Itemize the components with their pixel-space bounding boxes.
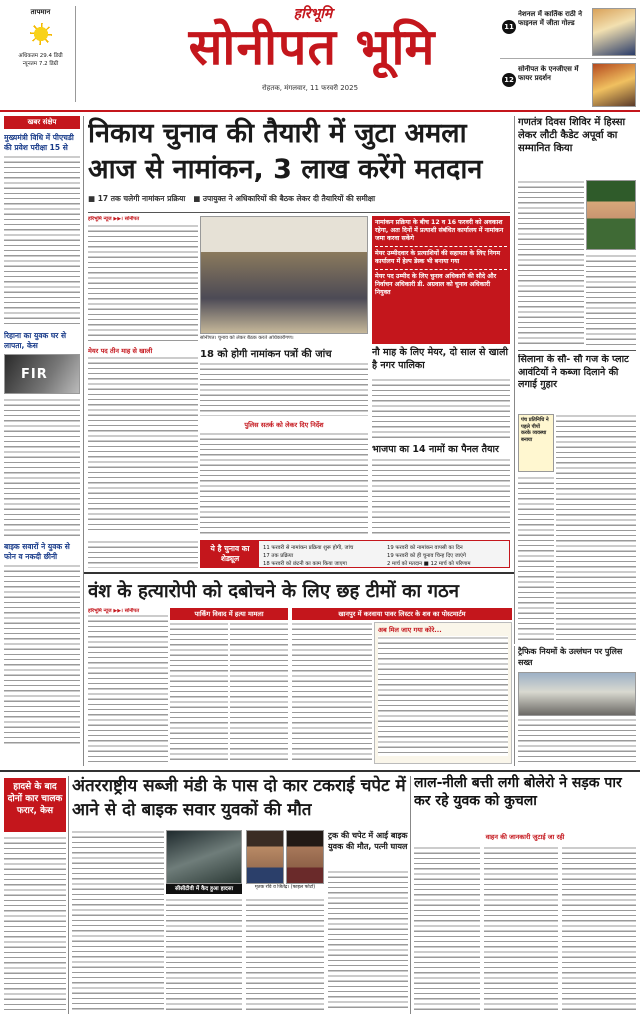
mid-subhead-2: खानपुर में करवाया पावर लिस्टर के शव का पोस्टमार्टम xyxy=(292,608,512,620)
teaser-2-text: सोनीपत के एनजीएस में फायर प्रदर्शन xyxy=(518,65,579,82)
teaser-1[interactable] xyxy=(500,6,636,58)
traffic-photo xyxy=(518,672,636,716)
weather-min: न्यूनतम 7.2 डिग्री xyxy=(22,61,59,67)
teaser-2[interactable] xyxy=(500,58,636,108)
portrait-2 xyxy=(286,830,324,884)
lead-body xyxy=(88,216,198,344)
paper-title: सोनीपत भूमि xyxy=(188,18,436,76)
box-bjp-headline[interactable]: भाजपा का 14 नामों का पैनल तैयार xyxy=(372,444,499,455)
teaser-1-photo xyxy=(592,8,636,56)
bottom-col-1 xyxy=(72,830,164,1012)
bottom-headline-right[interactable]: लाल-नीली बत्ती लगी बोलेरो ने सड़क पार कर रहे युवक को कुचला xyxy=(414,775,622,809)
brand-small: हरिभूमि xyxy=(293,6,333,22)
side-body xyxy=(4,836,66,1012)
mid-col-3 xyxy=(230,622,288,764)
lead-subline xyxy=(88,194,510,208)
sub-story-body xyxy=(328,870,408,1012)
lead-col-3 xyxy=(200,432,368,534)
mid-col-4 xyxy=(292,622,372,764)
lead-info-box xyxy=(372,216,510,344)
info-item-2: मेयर उम्मीदवार के प्रत्याशियों की सहायता के लिए निगम कार्यालय में हेल्प डेस्क भी बनाया गया xyxy=(375,250,507,270)
bottom-col-2 xyxy=(166,898,242,1012)
side-tag: हादसे के बाद दोनों कार चालक फरार, केस xyxy=(4,778,66,832)
schedule-strip xyxy=(200,540,510,568)
lead-col-1b xyxy=(88,540,198,568)
mid-headline[interactable]: वंश के हत्यारोपी को दबोचने के लिए छह टीमों का गठन xyxy=(88,581,460,602)
left-column xyxy=(4,116,80,766)
lead-byline: हरिभूमि न्यूज ▶▶। सोनीपत xyxy=(88,216,140,222)
brief-2-body xyxy=(4,398,80,538)
weather-box xyxy=(6,6,76,102)
briefs-tag: खबर संक्षेप xyxy=(4,116,80,129)
teaser-1-text: नेशनल में कार्तिक राठी ने फाइनल में जीता गोल्ड xyxy=(518,10,583,27)
info-item-3: मेयर पद उम्मीद के लिए चुनाव अधिकारी की सौदे और निर्वाचन अधिकारी डी. अग्रवाल को चुनाव अधिकारी नियुक्त xyxy=(375,273,497,296)
info-item-1: नामांकन प्रक्रिया के बीच 12 व 16 फरवरी को अवकाश रहेगा, अतः दिनों में प्रत्याशी संबंधित कार्यालय में नामांकन जमा करवा सकेंगे xyxy=(375,219,507,247)
lead-sub-2: ■ उपायुक्त ने अधिकारियों की बैठक लेकर दी तैयारियों की समीक्षा xyxy=(193,194,376,203)
fir-label: FIR xyxy=(21,367,48,382)
brief-2-headline[interactable]: रिहाना का युवक घर से लापता, केस xyxy=(4,331,67,350)
lead-headline-1[interactable]: निकाय चुनाव की तैयारी में जुटा अमला xyxy=(88,118,467,149)
lead-photo-caption: सोनीपत। चुनाव को लेकर बैठक करते अधिकारीगण। xyxy=(200,335,294,341)
mid-byline: हरिभूमि न्यूज ▶▶। सोनीपत xyxy=(88,608,140,614)
right-body-2 xyxy=(586,254,636,346)
inset-label: पंच प्रतिनिधि ने पहले पीपों करके व्यवस्था बनाया xyxy=(521,417,549,443)
brief-3-body xyxy=(4,564,80,744)
mid-col-1 xyxy=(88,608,168,764)
lead-headline-2[interactable]: आज से नामांकन, 3 लाख करेंगे मतदान xyxy=(88,154,483,185)
teaser-2-number: 12 xyxy=(502,73,516,87)
schedule-item-2: 17 तक प्रक्रिया xyxy=(263,553,294,559)
cctv-caption: सीसीटीवी में कैद हुआ हादसा xyxy=(166,884,242,894)
schedule-label: ये है चुनाव का शेड्यूल xyxy=(201,541,259,567)
police-head: पुलिस सतर्क को लेकर दिए निर्देश xyxy=(244,421,324,429)
schedule-item-5: 19 फरवरी को ही चुनाव चिन्ह दिए जाएंगे xyxy=(387,553,466,559)
right-head-2[interactable]: सिलाना के सौ- सौ गज के प्लाट आवंटियों ने कब्जा दिलाने की लगाई गुहार xyxy=(518,354,629,390)
lead-photo xyxy=(200,216,368,334)
right-body-3 xyxy=(556,414,636,640)
mayor-seat-head: मेयर पद तीन माह से खाली xyxy=(88,347,153,355)
portrait-caption: मृतक रवि व जितेंद्र। (फाइल फोटो) xyxy=(254,885,316,890)
box-mayor-headline[interactable]: नौ माह के लिए मेयर, दो साल से खाली है नगर पालिका xyxy=(372,347,508,371)
brief-1-headline[interactable]: मुख्यमंत्री विधि में पीएचडी की प्रवेश परीक्षा 15 से xyxy=(4,133,74,152)
sun-icon xyxy=(30,23,52,45)
right-body-1 xyxy=(518,180,584,346)
schedule-item-3: 18 फरवरी को छंटनी का काम किया जाएगा xyxy=(263,561,347,567)
masthead xyxy=(0,0,640,110)
sub-story-headline[interactable]: ट्रक की चपेट में आई बाइक युवक की मौत, पत्नी घायल xyxy=(328,831,408,851)
schedule-item-1: 11 फरवरी से नामांकन प्रक्रिया शुरू होगी, जांच xyxy=(263,545,354,551)
schedule-item-4: 19 फरवरी को नामांकन वापसी का दिन xyxy=(387,545,463,551)
lead-col-1 xyxy=(88,356,198,534)
family-box xyxy=(374,622,512,764)
brief-3-headline[interactable]: बाइक सवारों ने युवक से फोन व नकदी छीनी xyxy=(4,542,70,561)
lead-col-4 xyxy=(372,378,510,440)
bottom-col-3 xyxy=(246,898,324,1012)
bottom-headline-left[interactable]: अंतरराष्ट्रीय सब्जी मंडी के पास दो कार टकराई चपेट में आने से दो बाइक सवार युवकों की मौत xyxy=(72,776,406,820)
traffic-body xyxy=(518,718,636,766)
mid-subhead-1: पार्किंग विवाद में हत्या मामला xyxy=(170,608,288,620)
lead-col-5 xyxy=(372,458,510,534)
right-body-4 xyxy=(518,476,554,640)
portrait-1 xyxy=(246,830,284,884)
schedule-item-6: 2 मार्च को मतदान ■ 12 मार्च को परिणाम xyxy=(387,561,471,567)
box-18-headline[interactable]: 18 को होगी नामांकन पत्रों की जांच xyxy=(200,349,332,360)
lead-sub-1: ■ 17 तक चलेगी नामांकन प्रक्रिया xyxy=(88,194,186,203)
bottom-col-4 xyxy=(414,846,480,1012)
brief-1-body xyxy=(4,155,80,327)
teaser-2-photo xyxy=(592,63,636,107)
weather-label: तापमान xyxy=(30,8,51,16)
fir-image xyxy=(4,354,80,394)
traffic-headline[interactable]: ट्रैफिक नियमों के उल्लंघन पर पुलिस सख्त xyxy=(518,647,623,667)
weather-max: अधिकतम 29.4 डिग्री xyxy=(18,53,63,59)
right-inset xyxy=(518,414,554,472)
teaser-1-number: 11 xyxy=(502,20,516,34)
bottom-col-6 xyxy=(562,846,636,1012)
bottom-col-5 xyxy=(484,846,558,1012)
dateline: रोहतक, मंगलवार, 11 फरवरी 2025 xyxy=(261,84,359,92)
mid-col-2 xyxy=(170,622,228,764)
cctv-photo xyxy=(166,830,242,884)
cadet-photo xyxy=(586,180,636,250)
right-subhead: वाहन की जानकारी जुटाई जा रही xyxy=(485,833,565,841)
family-label: अब मिल जाए गया कोरे... xyxy=(378,626,442,634)
lead-col-2 xyxy=(200,362,368,416)
right-head-1[interactable]: गणतंत्र दिवस शिविर में हिस्सा लेकर लौटी कैडेट अपूर्वा का सम्मानित किया xyxy=(518,117,626,154)
